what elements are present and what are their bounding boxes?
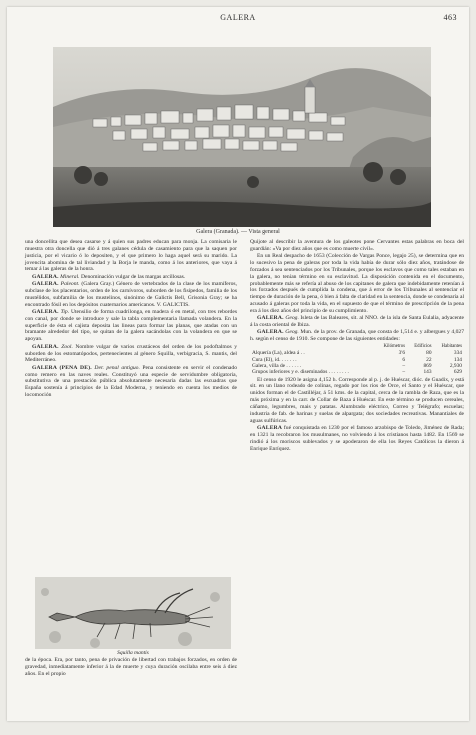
document-page xyxy=(7,7,469,721)
paragraph: una doncellita que desea casarse y á quien sus padres educan para monja. La comisaria le muestra otra doncella que dió á tres galanes cédula de casamiento para que la saquen por justicia, por el vicario ó lo depositen, y el que primero lo haga aquel será su marido. La jovencita abomina de tal liviandad y la Borja le manda, como á los anteriores, que vaya á temar á las galeras de la honra. xyxy=(25,239,237,273)
entry-tag: Mineral. xyxy=(60,273,80,280)
table-cell: 629 xyxy=(453,369,462,376)
left-column-bottom xyxy=(25,657,237,678)
entry-head: GALERA. xyxy=(32,281,59,288)
figure-caption: Squilla mantis xyxy=(117,650,149,656)
table-cell: Galera, villa de . . . . . . xyxy=(252,363,302,370)
town-photo-illustration xyxy=(53,47,431,227)
entry-tag: Geog. xyxy=(285,329,299,336)
entry-tag: Paleont. xyxy=(60,281,80,288)
table-cell: – xyxy=(402,363,406,370)
entry-body: Nombre vulgar de varios crustáceos del orden de los podoftalmos y suborden de los estomatópodos, pertenecientes al género Squilla, verbigracia, S. mantis, del Mediterráneo. xyxy=(25,343,237,364)
table-cell: 80 xyxy=(426,350,432,357)
table-row xyxy=(250,369,464,375)
page-number: 463 xyxy=(443,13,457,22)
entry-tag: Geog. xyxy=(285,315,299,322)
table-cell: Alquería (La), aldea á . . xyxy=(252,350,305,357)
table-cell: 3'6 xyxy=(398,350,406,357)
table-header: Kilómetros xyxy=(383,344,406,350)
entry-head: GALERA. xyxy=(257,315,284,322)
paragraph-text: Quijote al describir la aventura de los galeotes pone Cervantes estas palabras en boca del guardián: «Va por diez años que es como muerte civil». xyxy=(250,239,464,252)
table-cell: 134 xyxy=(453,356,462,363)
paragraph: El censo de 1920 le asigna 4,152 h. Corresponde al p. j. de Huéscar, dióc. de Guadix, y está sit. en un llano rodeado de colinas, regado por los ríos de Orce, el Santo y el Huéscar, que unidos forman el de Castilléjar, á 51 kms. de la capital, cerca de la rambla de Raza, que es la más próxima y en la carr. de Collar de Baza á Huéscar. En este término se producen cereales, cáñamo, legumbres, mais y patatas. Alumbrado eléctrico, Correo y Telégrafo; escuelas; industria de fab. de harinas y suelas de alpargata; dos sociedades recreativas. Manantiales de aguas sulfúricas. xyxy=(250,376,464,424)
table-cell: 22 xyxy=(426,356,432,363)
paragraph: de la época. Era, por tanto, pena de privación de libertad con trabajos forzados, en orden de gravedad, inmediatamente inferior á la de muerte y cuya duración oscilaba entre seis á diez años. En el propio xyxy=(25,657,237,677)
entry-head: GALERA. xyxy=(257,329,284,336)
entry-head: GALERA xyxy=(257,425,283,432)
entry-galera-geog-mun xyxy=(250,329,464,343)
paragraph: En un Real despacho de 1653 (Colección de Vargas Ponce, legajo 25), se determina que en lo sucesivo la pena de galeras por toda la vida había de durar sólo diez años, tratándose de forzados á sea sentenciados por los Tribunales, porque los esclavos que como tales estaban en la galera, no tenían término en su esclavitud. La disposición contenida en el documento, probablemente más se refería al abuso de los capitanes de galera que indebidamente retenían á los forzados después de cumplida la condena, que á error de los Tribunales al sentenciar el tiempo de duración de la pena, ó bien á falta de claridad en la sentencia, donde se condenaría al acusado á galeras por toda la vida, en el supuesto de que el término de prescripción de la pena era á los diez años del principio de su cumplimiento. xyxy=(250,253,464,314)
table-header: Edificios xyxy=(414,344,432,350)
entry-head: GALERA. xyxy=(32,343,59,350)
table-cell: 334 xyxy=(453,350,462,357)
table-cell: 869 xyxy=(423,363,432,370)
photo-caption: Galera (Granada). — Vista general xyxy=(196,229,280,235)
left-column xyxy=(25,239,237,399)
squilla-figure xyxy=(35,577,231,649)
right-column xyxy=(250,239,464,453)
entry-galera-geog-isleta xyxy=(250,315,464,329)
entry-galera-zool xyxy=(25,344,237,365)
table-cell: 143 xyxy=(423,369,432,376)
table-header: Habitantes xyxy=(441,344,462,350)
entry-tag: Zool. xyxy=(61,343,73,350)
entry-tag: Der. penal antiguo. xyxy=(94,364,140,371)
squilla-mantis-illustration xyxy=(35,577,231,649)
entry-head: GALERA (PENA DE). xyxy=(32,364,92,371)
table-cell: Cura (El), id. . . . . . . xyxy=(252,356,297,363)
table-cell: 2,930 xyxy=(449,363,462,370)
entry-body: (Galera Gray.) Género de vertebrados de la clase de los mamíferos, subclase de los placentarios, orden de los carnívoros, suborden de los fisípedos, familia de los mustélidos, subfamilia de los mustelinos, sinónimo de Galictis Bell, Grisonia Gray; se ha encontrado fósil en los depósitos cuaternarios americanos. V. GALICTIS. xyxy=(25,281,238,308)
town-photograph xyxy=(53,47,431,227)
page-header xyxy=(7,11,469,25)
entry-galera-mineral xyxy=(25,274,237,281)
entry-body: Denominación vulgar de las margas arcillosas. xyxy=(79,273,186,280)
running-head: GALERA xyxy=(220,13,256,22)
entry-galera-tip xyxy=(25,309,237,343)
entry-galera-paleont xyxy=(25,281,237,308)
paragraph-text: fué conquistada en 1230 por el famoso arzobispo de Toledo, Jiménez de Rada; en 1321 la recobraron los musulmanes, no volviendo á los cristianos hasta 1482. En 1569 se rindió á los moriscos sublevados y se apoderaron de ella los Reyes Católicos la dieron á Enrique Enríquez. xyxy=(250,425,464,452)
paragraph xyxy=(250,425,464,452)
entry-head: GALERA. xyxy=(32,273,59,280)
table-cell: Grupos inferiores y e. diseminados . . . . . . . . xyxy=(252,369,349,376)
table-cell: 6 xyxy=(402,356,406,363)
table-cell: – xyxy=(402,369,406,376)
entry-body: Pena consistente en servir el condenado como remero en las naves reales. Constituyó una especie de servidumbre obligatoria, substitutiva de una prestación pública absolutamente necesaria dadas las escuadras que España sostenía á principios de la Edad Moderna, y teniendo en cuenta los medios de locomoción xyxy=(25,364,237,399)
entry-galera-pena xyxy=(25,365,237,399)
entry-tag: Tip. xyxy=(60,308,70,315)
census-table xyxy=(250,344,464,375)
entry-body: Isleta de las Baleares, sit. al NNO. de la isla de Santa Eulalia, adyacente á la costa oriental de Ibiza. xyxy=(250,315,464,329)
entry-head: GALERA. xyxy=(32,308,59,315)
entry-body: Utensilio de forma cuadrilonga, en madera ó en metal, con tres rebordes con canal, por donde se introduce y sale la tabla complementaria llamada volandera. En la superficie de ésta el cajista deposita las lineas para formar las planas, que atadas con un bramante alrededor del tipo, se quitan de la galera sacándolas con la volandera en que se apoyan. xyxy=(25,308,237,343)
paragraph xyxy=(250,239,464,253)
entry-body: Mun. de la prov. de Granada, que consta de 1,514 e. y albergues y 4,027 h. según el censo de 1910. Se compone de las siguientes entidades: xyxy=(250,329,464,343)
